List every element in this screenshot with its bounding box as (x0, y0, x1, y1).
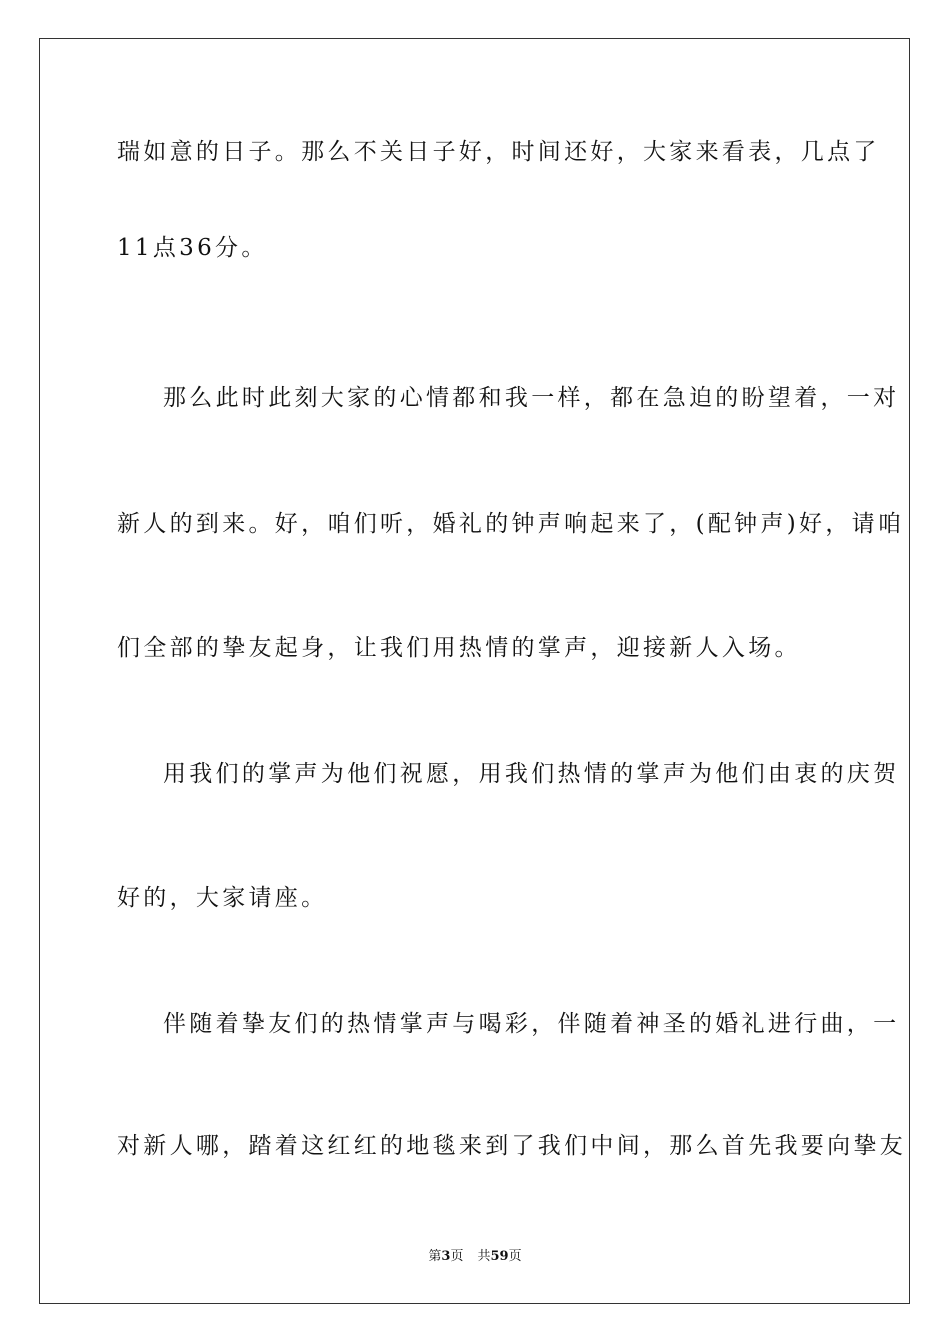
total-pages: 59 (490, 1249, 509, 1264)
text-line-5: 们全部的挚友起身，让我们用热情的掌声，迎接新人入场。 (117, 635, 801, 661)
total-prefix: 共 (477, 1249, 491, 1264)
total-suffix: 页 (508, 1249, 522, 1264)
page-border (39, 38, 910, 1304)
page-number: 3 (441, 1249, 451, 1264)
text-line-6: 用我们的掌声为他们祝愿，用我们热情的掌声为他们由衷的庆贺 (163, 761, 900, 787)
text-line-4: 新人的到来。好，咱们听，婚礼的钟声响起来了，(配钟声)好，请咱 (117, 511, 905, 537)
text-line-9: 对新人哪，踏着这红红的地毯来到了我们中间，那么首先我要向挚友 (117, 1133, 906, 1159)
page-footer (0, 1248, 950, 1266)
text-line-8: 伴随着挚友们的热情掌声与喝彩，伴随着神圣的婚礼进行曲，一 (163, 1011, 900, 1037)
text-line-3: 那么此时此刻大家的心情都和我一样，都在急迫的盼望着，一对 (163, 385, 900, 411)
page-prefix: 第 (428, 1249, 442, 1264)
text-line-1: 瑞如意的日子。那么不关日子好，时间还好，大家来看表，几点了 (117, 139, 880, 165)
text-line-2: 11点36分。 (117, 235, 268, 261)
page-suffix: 页 (450, 1249, 464, 1264)
text-line-7: 好的，大家请座。 (117, 885, 328, 911)
